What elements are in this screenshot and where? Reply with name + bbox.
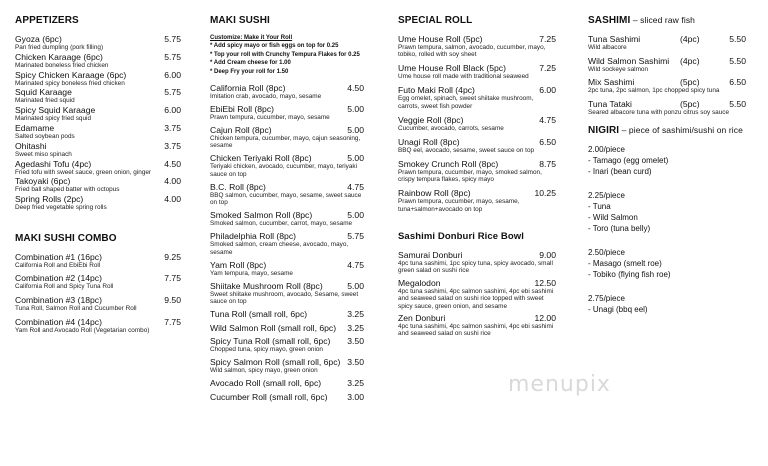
- menu-item: [210, 182, 364, 207]
- menu-item-row: [398, 115, 556, 125]
- menu-item-row: [210, 182, 364, 192]
- item-price: 9.25: [164, 251, 181, 262]
- item-name: Ohitashi: [15, 140, 47, 151]
- item-description: Yam Roll and Avocado Roll (Vegetarian combo): [15, 327, 150, 335]
- item-name: Avocado Roll (small roll, 6pc): [210, 378, 322, 389]
- item-name: Chicken Karaage (6pc): [15, 51, 103, 62]
- item-name: Philadelphia Roll (8pc): [210, 231, 296, 242]
- item-name: Smoked Salmon Roll (8pc): [210, 210, 313, 221]
- item-price: 5.50: [729, 55, 746, 66]
- menu-item-row: [210, 309, 364, 319]
- menu-item: [210, 357, 364, 374]
- item-name: Tuna Roll (small roll, 6pc): [210, 309, 308, 320]
- item-price: 5.00: [347, 280, 364, 291]
- menu-item-row: [588, 56, 746, 66]
- menu-item: [15, 87, 181, 104]
- item-price: 3.75: [164, 122, 181, 133]
- menu-item: [15, 295, 181, 312]
- menu-item: [398, 85, 556, 110]
- menu-item: [398, 278, 556, 310]
- menu-item: [210, 231, 364, 256]
- menu-item: [210, 153, 364, 178]
- item-price: 5.75: [164, 51, 181, 62]
- nigiri-item: - Unagi (bbq eel): [588, 304, 648, 314]
- menu-item: [210, 210, 364, 227]
- item-name: Wild Salmon Sashimi: [588, 55, 670, 66]
- menu-item-row: [588, 99, 746, 109]
- menu-item: [398, 34, 556, 59]
- column-1: [15, 6, 181, 339]
- item-price: 7.25: [539, 63, 556, 74]
- item-name: Mix Sashimi: [588, 77, 635, 88]
- menu-item: [398, 313, 556, 338]
- sashimi-title: [588, 15, 746, 26]
- item-qty: (5pc): [680, 77, 700, 88]
- item-qty: (4pc): [680, 34, 700, 44]
- menu-item-row: [210, 357, 364, 367]
- nigiri-item: - Inari (bean curd): [588, 166, 652, 176]
- nigiri-group: [588, 144, 746, 177]
- item-description: Marinated spicy boneless fried chicken: [15, 79, 125, 87]
- item-description: Salted soybean pods: [15, 132, 75, 140]
- item-description: Wild albacore: [588, 44, 627, 51]
- menu-item: [398, 63, 556, 80]
- menu-item: [210, 392, 364, 402]
- menu-item-row: [15, 34, 181, 44]
- nigiri-group: [588, 293, 746, 315]
- item-price: 6.50: [729, 77, 746, 88]
- menu-item-row: [15, 252, 181, 262]
- nigiri-price: 2.25/piece: [588, 190, 625, 200]
- item-description: Prawn tempura, cucumber, mayo, sesame, tuna+salmon+avocado on top: [398, 198, 520, 213]
- item-description: BBQ salmon, cucumber, mayo, sesame, sweet sauce on top: [210, 191, 362, 207]
- item-price: 4.75: [347, 259, 364, 270]
- item-description: Marinated spicy fried squid: [15, 115, 92, 123]
- menu-item-row: [210, 210, 364, 220]
- item-qty: (5pc): [680, 99, 700, 110]
- donburi-title: Sashimi Donburi Rice Bowl: [398, 231, 525, 243]
- nigiri-list: [588, 144, 746, 315]
- item-price: 7.25: [539, 34, 556, 44]
- item-price: 3.25: [347, 378, 364, 389]
- item-price: 7.75: [164, 317, 181, 328]
- sashimi-list: [588, 34, 746, 117]
- menu-item: [210, 309, 364, 319]
- menu-item: [15, 273, 181, 290]
- item-description: Wild sockeye salmon: [588, 65, 649, 73]
- item-description: Marinated fried squid: [15, 97, 75, 105]
- item-price: 5.75: [164, 34, 181, 44]
- menu-item: [210, 125, 364, 150]
- item-name: Combination #3 (18pc): [15, 295, 102, 306]
- item-price: 4.00: [164, 194, 181, 205]
- maki-note: * Deep Fry your roll for 1.50: [210, 68, 289, 75]
- appetizers-list: [15, 34, 181, 212]
- menu-item-row: [398, 278, 556, 288]
- menu-item: [398, 159, 556, 184]
- item-price: 12.50: [534, 277, 556, 288]
- item-qty: (4pc): [680, 55, 700, 66]
- nigiri-item: - Tuna: [588, 201, 611, 211]
- item-name: Unagi Roll (8pc): [398, 136, 460, 147]
- nigiri-item: - Tobiko (flying fish roe): [588, 269, 671, 279]
- item-name: Spicy Squid Karaage: [15, 105, 96, 116]
- item-price: 3.50: [347, 357, 364, 368]
- item-price: 5.75: [164, 87, 181, 98]
- menu-item-row: [15, 105, 181, 115]
- menu-item: [588, 99, 746, 116]
- menu-item: [15, 105, 181, 122]
- menu-item: [15, 141, 181, 158]
- item-description: Seared albacore tuna with ponzu citrus soy sauce: [588, 109, 730, 117]
- column-2: [210, 6, 364, 405]
- item-description: Chicken tempura, cucumber, mayo, cajun seasoning, sesame: [210, 135, 361, 150]
- menu-item-row: [588, 77, 746, 87]
- sashimi-title-text: SASHIMI: [588, 15, 631, 26]
- item-description: 4pc tuna sashimi, 4pc salmon sashimi, 4pc ebi sashimi and seaweed salad on sushi rice topped with sweet spicy sauce, green onion, and sesame: [398, 287, 554, 310]
- item-price: 6.50: [539, 136, 556, 147]
- menu-item: [15, 194, 181, 211]
- column-4: [588, 6, 746, 328]
- item-description: Tuna Roll, Salmon Roll and Cucumber Roll: [15, 305, 137, 313]
- menu-item-row: [15, 317, 181, 327]
- item-price: 5.00: [347, 104, 364, 115]
- item-name: Spicy Tuna Roll (small roll, 6pc): [210, 336, 331, 347]
- item-price: 5.50: [729, 99, 746, 110]
- item-name: Smokey Crunch Roll (8pc): [398, 158, 499, 169]
- menu-item-row: [15, 194, 181, 204]
- item-name: Samurai Donburi: [398, 250, 463, 261]
- item-description: Chopped tuna, spicy mayo, green onion: [210, 346, 323, 354]
- menu-item: [210, 378, 364, 388]
- item-price: 6.00: [164, 69, 181, 80]
- menu-item: [15, 34, 181, 51]
- menu-item-row: [15, 295, 181, 305]
- menu-item-row: [398, 250, 556, 260]
- menu-item-row: [588, 34, 746, 44]
- sashimi-subtitle: – sliced raw fish: [630, 15, 696, 25]
- item-description: Deep fried vegetable spring rolls: [15, 204, 107, 212]
- item-description: Teriyaki chicken, avocado, cucumber, mayo, teriyaki sauce on top: [210, 163, 358, 178]
- menu-item-row: [15, 52, 181, 62]
- item-price: 12.00: [534, 313, 556, 324]
- item-name: Cajun Roll (8pc): [210, 125, 272, 136]
- item-price: 5.75: [347, 231, 364, 242]
- nigiri-group: [588, 190, 746, 234]
- item-description: Sweet miso spinach: [15, 150, 72, 158]
- item-description: BBQ eel, avocado, sesame, sweet sauce on top: [398, 146, 535, 154]
- item-description: California Roll and Spicy Tuna Roll: [15, 283, 114, 291]
- item-price: 9.00: [539, 250, 556, 261]
- nigiri-item: - Masago (smelt roe): [588, 258, 662, 268]
- item-description: Fried tofu with sweet sauce, green onion, ginger: [15, 168, 152, 176]
- menu-item: [15, 159, 181, 176]
- menu-item-row: [15, 70, 181, 80]
- item-name: Takoyaki (6pc): [15, 176, 71, 187]
- column-3: [398, 6, 556, 341]
- menu-item: [398, 115, 556, 132]
- menu-item: [398, 188, 556, 213]
- nigiri-price: 2.75/piece: [588, 293, 625, 303]
- item-price: 9.50: [164, 295, 181, 306]
- item-description: Fried ball shaped batter with octopus: [15, 186, 120, 194]
- maki-note: * Add spicy mayo or fish eggs on top for 0.25: [210, 43, 339, 50]
- item-name: Futo Maki Roll (4pc): [398, 85, 475, 96]
- menu-item: [210, 260, 364, 277]
- maki-note: * Top your roll with Crunchy Tempura Flakes for 0.25: [210, 51, 360, 58]
- item-price: 4.75: [539, 114, 556, 125]
- item-price: 4.75: [347, 181, 364, 192]
- special-list: [398, 34, 556, 213]
- item-description: 4pc tuna sashimi, 1pc spicy tuna, spicy avocado, small green salad on sushi rice: [398, 260, 553, 275]
- item-price: 3.25: [347, 322, 364, 333]
- item-description: Prawn tempura, cucumber, mayo, smoked salmon, crispy tempura flakes, spicy mayo: [398, 168, 542, 184]
- menu-item-row: [15, 141, 181, 151]
- maki-note: Customize: Make it Your Roll: [210, 35, 293, 41]
- item-description: Smoked salmon, cucumber, carrot, mayo, sesame: [210, 220, 353, 228]
- menu-item-row: [15, 123, 181, 133]
- item-price: 7.75: [164, 273, 181, 284]
- item-name: Squid Karaage: [15, 87, 72, 98]
- menu-item: [15, 52, 181, 69]
- menu-item-row: [210, 392, 364, 402]
- menu-item: [588, 56, 746, 73]
- item-price: 3.00: [347, 391, 364, 402]
- item-price: 10.25: [534, 188, 556, 199]
- item-description: Yam tempura, mayo, sesame: [210, 269, 293, 277]
- item-name: Chicken Teriyaki Roll (8pc): [210, 153, 312, 164]
- menu-item: [210, 83, 364, 100]
- item-description: Egg omelet, spinach, sweet shiitake mushroom, carrots, sweet fish powder: [398, 95, 534, 110]
- item-name: Ume House Roll (5pc): [398, 34, 483, 44]
- maki-list: [210, 83, 364, 402]
- menu-item-row: [15, 87, 181, 97]
- menu-item-row: [398, 188, 556, 198]
- item-price: 4.50: [164, 158, 181, 169]
- menu-item: [15, 70, 181, 87]
- menu-item-row: [210, 83, 364, 93]
- item-name: Combination #4 (14pc): [15, 317, 102, 328]
- nigiri-group: [588, 247, 746, 280]
- item-name: B.C. Roll (8pc): [210, 181, 266, 192]
- nigiri-title-text: NIGIRI: [588, 124, 620, 136]
- nigiri-price: 2.50/piece: [588, 247, 625, 257]
- maki-notes: [210, 34, 364, 76]
- maki-title: MAKI SUSHI: [210, 15, 270, 26]
- item-name: Megalodon: [398, 277, 441, 288]
- menu-item: [15, 317, 181, 334]
- item-name: Combination #2 (14pc): [15, 273, 102, 284]
- menu-item-row: [210, 281, 364, 291]
- menu-item: [15, 123, 181, 140]
- item-name: Wild Salmon Roll (small roll, 6pc): [210, 322, 337, 333]
- menu-item-row: [398, 313, 556, 323]
- item-name: EbiEbi Roll (8pc): [210, 104, 274, 115]
- item-description: Pan fried dumpling (pork filling): [15, 44, 104, 51]
- item-description: Prawn tempura, salmon, avocado, cucumber, mayo, tobiko, rolled with soy sheet: [398, 44, 546, 59]
- item-name: Yam Roll (8pc): [210, 259, 267, 270]
- item-description: Imitation crab, avocado, mayo, sesame: [210, 93, 322, 101]
- nigiri-title: [588, 125, 746, 136]
- menu-item-row: [15, 176, 181, 186]
- menu-item-row: [398, 137, 556, 147]
- item-name: Spicy Salmon Roll (small roll, 6pc): [210, 357, 341, 368]
- item-name: Combination #1 (16pc): [15, 251, 102, 262]
- item-price: 8.75: [539, 158, 556, 169]
- item-description: Wild salmon, spicy mayo, green onion: [210, 367, 318, 375]
- menu-item: [398, 137, 556, 154]
- menu-item-row: [210, 260, 364, 270]
- item-name: Spicy Chicken Karaage (6pc): [15, 69, 127, 80]
- item-name: Ume House Roll Black (5pc): [398, 63, 506, 74]
- item-price: 5.00: [347, 153, 364, 164]
- item-description: Prawn tempura, cucumber, mayo, sesame: [210, 114, 330, 122]
- menu-item-row: [398, 34, 556, 44]
- menu-item-row: [398, 159, 556, 169]
- item-price: 5.00: [347, 125, 364, 136]
- appetizers-title: APPETIZERS: [15, 15, 79, 26]
- menu-item: [398, 250, 556, 275]
- maki-note: * Add Cream cheese for 1.00: [210, 60, 291, 67]
- combo-list: [15, 252, 181, 335]
- item-name: Gyoza (6pc): [15, 34, 62, 44]
- item-price: 6.00: [164, 105, 181, 116]
- nigiri-subtitle: – piece of sashimi/sushi on rice: [619, 124, 743, 135]
- nigiri-item: - Wild Salmon: [588, 212, 638, 222]
- menu-item-row: [210, 323, 364, 333]
- item-name: Tuna Sashimi: [588, 34, 641, 44]
- item-description: Sweet shiitake mushroom, avocado, Sesame, sweet sauce on top: [210, 290, 359, 306]
- item-price: 5.00: [347, 210, 364, 221]
- nigiri-price: 2.00/piece: [588, 144, 625, 154]
- combo-title: MAKI SUSHI COMBO: [15, 232, 117, 244]
- menu-item-row: [210, 231, 364, 241]
- menu-item-row: [210, 125, 364, 135]
- item-price: 3.50: [347, 336, 364, 347]
- menu-item-row: [210, 104, 364, 114]
- menu-item-row: [210, 153, 364, 163]
- menu-item: [15, 176, 181, 193]
- item-description: Smoked salmon, cream cheese, avocado, mayo, sesame: [210, 241, 349, 256]
- menu-item-row: [398, 85, 556, 95]
- item-description: Marinated boneless fried chicken: [15, 61, 109, 69]
- item-name: Cucumber Roll (small roll, 6pc): [210, 391, 328, 402]
- item-price: 4.50: [347, 83, 364, 94]
- item-name: Zen Donburi: [398, 313, 446, 324]
- menu-item: [210, 104, 364, 121]
- item-description: 4pc tuna sashimi, 4pc salmon sashimi, 4pc ebi sashimi and seaweed salad on sushi rice: [398, 323, 554, 338]
- nigiri-item: - Tamago (egg omelet): [588, 155, 669, 165]
- item-name: Tuna Tataki: [588, 99, 632, 110]
- item-name: California Roll (8pc): [210, 83, 286, 94]
- menu-item-row: [15, 273, 181, 283]
- menu-item: [588, 77, 746, 94]
- item-price: 6.00: [539, 85, 556, 96]
- item-price: 3.75: [164, 140, 181, 151]
- donburi-list: [398, 250, 556, 338]
- menu-item: [210, 323, 364, 333]
- menu-item: [210, 336, 364, 353]
- item-description: Ume house roll made with traditional seaweed: [398, 73, 529, 81]
- menu-item: [15, 252, 181, 269]
- menu-item-row: [210, 378, 364, 388]
- item-name: Agedashi Tofu (4pc): [15, 158, 92, 169]
- item-price: 5.50: [729, 34, 746, 44]
- item-name: Rainbow Roll (8pc): [398, 188, 471, 199]
- menu-item-row: [398, 63, 556, 73]
- special-title: SPECIAL ROLL: [398, 15, 473, 26]
- item-name: Spring Rolls (2pc): [15, 194, 84, 205]
- nigiri-item: - Toro (tuna belly): [588, 223, 651, 233]
- item-price: 4.00: [164, 176, 181, 187]
- item-description: California Roll and EbiEbi Roll: [15, 261, 101, 269]
- item-description: 2pc tuna, 2pc salmon, 1pc chopped spicy tuna: [588, 87, 720, 95]
- menu-item-row: [210, 336, 364, 346]
- menu-item: [210, 281, 364, 306]
- watermark-logo: menupix: [508, 372, 611, 397]
- item-name: Veggie Roll (8pc): [398, 114, 464, 125]
- item-name: Edamame: [15, 122, 55, 133]
- item-description: Cucumber, avocado, carrots, sesame: [398, 124, 504, 132]
- menu-item-row: [15, 159, 181, 169]
- item-name: Shiitake Mushroom Roll (8pc): [210, 280, 323, 291]
- item-price: 3.25: [347, 309, 364, 320]
- menu-item: [588, 34, 746, 51]
